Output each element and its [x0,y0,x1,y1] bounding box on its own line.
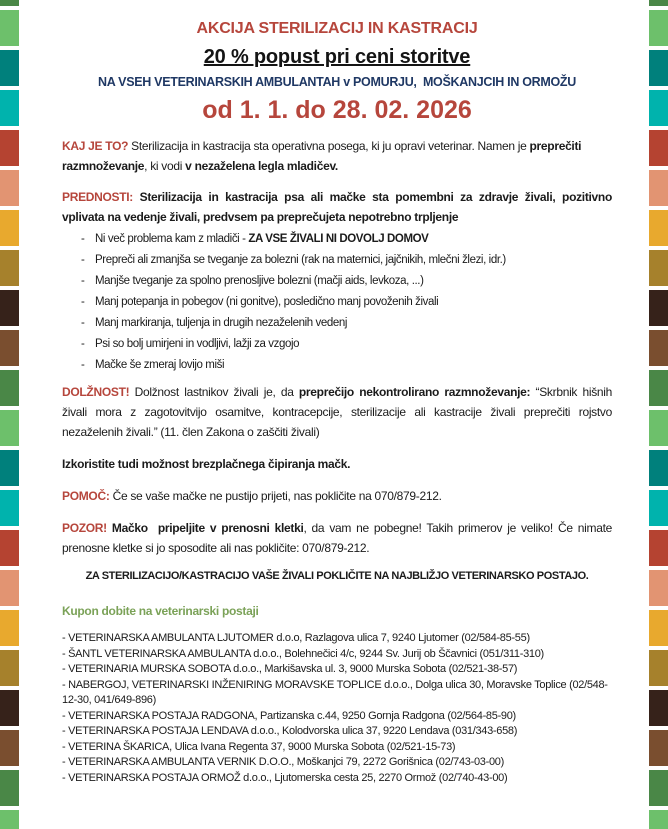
clinic-line: - NABERGOJ, VETERINARSKI INŽENIRING MORAVSKE TOPLICE d.o.o., Dolga ulica 30, Moravske Toplice (02/548-12-30, 041/649-896) [62,678,608,706]
clinic-line: - VETERINARSKA POSTAJA RADGONA, Partizanska c.44, 9250 Gornja Radgona (02/564-85-90) [62,709,516,722]
border-square [649,210,668,246]
clinic-line: - VETERINARSKA POSTAJA LENDAVA d.o.o., Kolodvorska ulica 37, 9220 Lendava (031/343-658) [62,725,518,737]
bullet-dash: - [81,233,85,245]
border-square [0,10,19,46]
bullet-item [62,334,612,355]
border-square [0,290,19,326]
section-label: PREDNOSTI: [62,190,140,204]
bullet-text [95,250,612,271]
border-square [0,810,19,829]
border-square [649,330,668,366]
border-square [649,610,668,646]
clinic-line: - VETERINARSKA AMBULANTA LJUTOMER d.o.o, Razlagova ulica 7, 9240 Ljutomer (02/584-85-55) [62,632,530,644]
border-square [649,10,668,46]
bold-text: Sterilizacija in kastracija psa ali mačke sta pomembni za zdravje živali, pozitivno vplivata na vedenje živali, predvsem pa preprečujeta nepotrebno trpljenje [62,190,616,224]
border-square [649,50,668,86]
border-square [0,90,19,126]
clinic-list [62,631,612,786]
prednosti [62,187,616,227]
border-square [0,570,19,606]
border-square [0,730,19,766]
border-square [0,370,19,406]
green-heading-text: Kupon dobite na veterinarski postaji [62,604,259,618]
clinic-line: - VETERINA ŠKARICA, Ulica Ivana Regenta 37, 9000 Murska Sobota (02/521-15-73) [62,740,456,753]
pomoc [62,486,612,506]
border-square [649,650,668,686]
section-label: DOLŽNOST! [62,385,135,399]
border-square [649,490,668,526]
pozor [62,518,616,558]
border-square [649,370,668,406]
border-square [0,330,19,366]
border-square [0,210,19,246]
border-square [0,170,19,206]
border-square [649,90,668,126]
right-color-border [648,0,668,829]
bold-text: Mačko pripeljite v prenosni kletki [111,521,304,535]
border-square [649,530,668,566]
border-square [0,690,19,726]
body-text: , da vam ne pobegne! Takih primerov je veliko! Če nimate prenosne kletke si jo sposodite ali nas pokličite: 070/879-212. [62,521,616,555]
bullet-item [62,229,612,250]
bullet-item [62,313,612,334]
cipiranje [62,454,612,474]
bullet-dash: - [81,317,85,329]
border-square [0,250,19,286]
body-text: Ni več problema kam z mladiči - [95,233,249,245]
page-title: AKCIJA STERILIZACIJ IN KASTRACIJ [196,20,478,37]
body-text: Mačke še zmeraj lovijo miši [95,359,225,371]
border-square [649,170,668,206]
border-square [649,570,668,606]
clinic-line: - VETERINARSKA POSTAJA ORMOŽ d.o.o., Ljutomerska cesta 25, 2270 Ormož (02/740-43-00) [62,771,508,784]
clinic-line: - VETERINARIA MURSKA SOBOTA d.o.o., Markišavska ul. 3, 9000 Murska Sobota (02/521-38-57) [62,663,518,675]
border-square [649,770,668,806]
bullet-item [62,250,612,271]
bullet-item [62,355,612,376]
body-text: Manj potepanja in pobegov (ni gonitve), posledično manj povoženih živali [95,296,439,308]
border-square [649,0,668,6]
bullet-item [62,271,612,292]
border-square [0,530,19,566]
body-text: , ki vodi [144,159,186,173]
section-label: POZOR! [62,521,112,535]
coverage-subheading: NA VSEH VETERINARSKIH AMBULANTAH v POMURJU, MOŠKANJCIH IN ORMOŽU [98,75,576,89]
border-square [0,50,19,86]
bullet-text [95,334,612,355]
border-square [0,770,19,806]
border-square [649,730,668,766]
benefits-list [62,229,612,376]
border-square [0,410,19,446]
clinic-line: - VETERINARSKA AMBULANTA VERNIK D.O.O., Moškanjci 79, 2272 Gorišnica (02/743-03-00) [62,756,504,768]
bullet-text [95,229,612,250]
border-square [0,610,19,646]
border-square [0,650,19,686]
bullet-text [95,313,612,334]
body-text: Dolžnost lastnikov živali je, da [134,385,299,399]
date-range: od 1. 1. do 28. 02. 2026 [202,96,472,124]
bullet-dash: - [81,275,85,287]
bullet-dash: - [81,338,85,350]
border-square [0,490,19,526]
bullet-text [95,271,612,292]
body-text: Prepreči ali zmanjša se tveganje za bolezni (rak na maternici, jajčnikih, mlečni žlezi, idr.) [95,254,506,266]
discount-subtitle: 20 % popust pri ceni storitve [203,46,471,68]
bullet-dash: - [81,359,85,371]
bullet-text [95,292,612,313]
section-label: POMOČ: [62,489,113,503]
kaj-je-to [62,136,612,176]
bold-text: ZA STERILIZACIJO/KASTRACIJO VAŠE ŽIVALI POKLIČITE NA NAJBLIŽJO VETERINARSKO POSTAJO. [85,570,589,582]
border-square [649,690,668,726]
border-square [649,250,668,286]
border-square [0,0,19,6]
body-text: Manjše tveganje za spolno prenosljive bolezni (mačji aids, levkoza, ...) [95,275,424,287]
body-text: Če se vaše mačke ne pustijo prijeti, nas pokličite na 070/879-212. [112,489,442,503]
bold-text: preprečiti razmnoževanje [62,139,585,173]
left-color-border [0,0,20,829]
body-sections [62,136,616,786]
border-square [649,450,668,486]
body-text: Sterilizacija in kastracija sta operativna posega, ki ju opravi veterinar. Namen je [131,139,530,153]
border-square [649,410,668,446]
border-square [649,810,668,829]
bold-text: preprečijo nekontrolirano razmnoževanje: [298,385,531,399]
border-square [649,130,668,166]
section-label: KAJ JE TO? [62,139,132,153]
clinic-line: - ŠANTL VETERINARSKA AMBULANTA d.o.o., Bolehnečici 4/c, 9244 Sv. Jurij ob Ščavnici (051/311-310) [62,647,544,660]
body-text: “Skrbnik hišnih živali mora z zagotovitvijo osamitve, kontracepcije, sterilizacije ali kastracije živali preprečiti rojstvo nezaželenih živali.” (11. člen Zakona o zaščiti živali) [62,385,616,439]
bold-text: Izkoristite tudi možnost brezplačnega čipiranja mačk. [62,457,351,471]
body-text: Psi so bolj umirjeni in vodljivi, lažji za vzgojo [95,338,300,350]
bullet-dash: - [81,296,85,308]
flyer-content [62,0,616,786]
bullet-item [62,292,612,313]
bullet-dash: - [81,254,85,266]
border-square [649,290,668,326]
bullet-text [95,355,612,376]
border-square [0,450,19,486]
bold-text: ZA VSE ŽIVALI NI DOVOLJ DOMOV [248,233,429,245]
bold-text: v nezaželena legla mladičev. [185,159,338,173]
kupon-heading [62,601,612,621]
border-square [0,130,19,166]
call-to-action [62,566,612,586]
dolznost [62,382,616,442]
body-text: Manj markiranja, tuljenja in drugih nezaželenih vedenj [95,317,348,329]
